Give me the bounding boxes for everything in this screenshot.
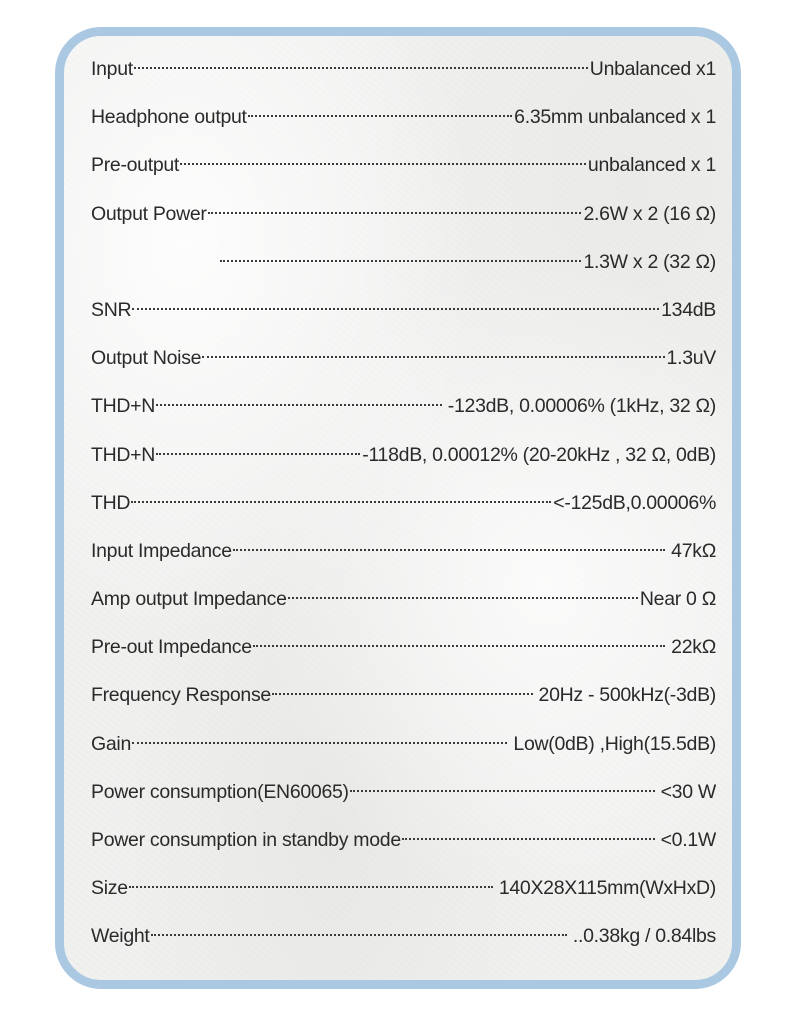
spec-label: Frequency Response [91,684,271,707]
spec-value: 20Hz - 500kHz(-3dB) [538,684,716,707]
spec-label: Weight [91,925,150,948]
spec-value: 1.3uV [666,347,716,370]
dot-leader [156,453,360,455]
dot-leader [248,115,512,117]
dot-leader [272,693,533,695]
spec-row-input-impedance [91,527,716,575]
spec-row-output-power-32 [91,238,716,286]
spec-row-pre-output [91,141,716,189]
dot-leader [208,212,582,214]
dot-leader [402,838,655,840]
spec-value: 6.35mm unbalanced x 1 [514,106,716,129]
spec-value: unbalanced x 1 [587,154,716,177]
dot-leader [350,790,655,792]
spec-row-amp-output-impedance [91,575,716,623]
spec-label: Power consumption(EN60065) [91,780,349,803]
spec-row-thd-n-1khz [91,382,716,430]
spec-value: ..0.38kg / 0.84lbs [572,925,716,948]
spec-row-standby-power [91,816,716,864]
dot-leader [129,886,493,888]
spec-label: Pre-out Impedance [91,636,252,659]
spec-label: Output Power [91,202,207,225]
spec-label: Headphone output [91,106,247,129]
spec-value: 22kΩ [671,636,716,659]
dot-leader [151,934,567,936]
spec-label: THD+N [91,395,156,418]
spec-row-headphone-output [91,93,716,141]
dot-leader [156,404,442,406]
spec-row-power-consumption [91,768,716,816]
spec-row-output-power [91,190,716,238]
dot-leader [132,308,659,310]
spec-row-snr [91,286,716,334]
spec-value: 140X28X115mm(WxHxD) [498,877,716,900]
spec-list [91,45,716,961]
spec-value: 1.3W x 2 (32 Ω) [583,250,716,273]
spec-label: Output Noise [91,347,202,370]
dot-leader [220,260,581,262]
spec-row-thd-n-full-range [91,431,716,479]
spec-value: Unbalanced x1 [589,58,716,80]
spec-label: THD [91,491,131,514]
spec-row-frequency-response [91,671,716,719]
spec-row-gain [91,720,716,768]
dot-leader [134,67,588,69]
spec-label: Gain [91,732,131,755]
spec-value: 134dB [661,298,716,321]
spec-value: -118dB, 0.00012% (20-20kHz , 32 Ω, 0dB) [362,443,716,466]
spec-value: 2.6W x 2 (16 Ω) [583,202,716,225]
spec-value: <0.1W [660,829,716,851]
dot-leader [288,597,638,599]
spec-value: <-125dB,0.00006% [553,491,716,514]
spec-label: Size [91,877,128,900]
spec-row-weight [91,912,716,960]
dot-leader [233,549,665,551]
dot-leader [131,501,551,503]
spec-row-pre-out-impedance [91,623,716,671]
spec-label: Input Impedance [91,539,232,562]
spec-value: 47kΩ [671,539,716,562]
spec-value: -123dB, 0.00006% (1kHz, 32 Ω) [447,395,716,418]
spec-label: Amp output Impedance [91,588,287,611]
spec-value: Low(0dB) ,High(15.5dB) [513,732,716,755]
spec-label: Pre-output [91,154,180,177]
spec-value: Near 0 Ω [639,588,716,611]
spec-row-size [91,864,716,912]
dot-leader [253,645,665,647]
dot-leader [202,356,664,358]
dot-leader [180,163,586,165]
spec-row-output-noise [91,334,716,382]
spec-label: Power consumption in standby mode [91,829,401,851]
dot-leader [132,742,507,744]
spec-label: Input [91,58,133,80]
spec-value: <30 W [660,780,716,803]
spec-label: THD+N [91,443,156,466]
spec-row-thd [91,479,716,527]
spec-row-input [91,45,716,93]
spec-label: SNR [91,298,132,321]
